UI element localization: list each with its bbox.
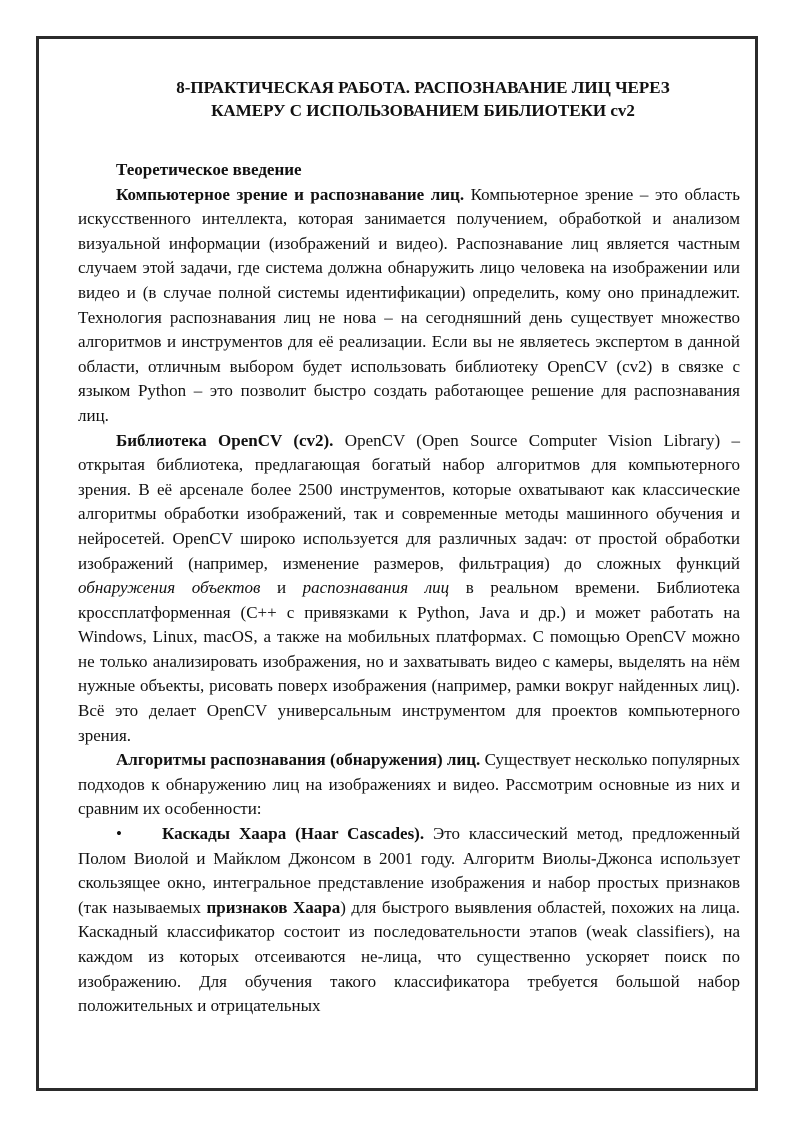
paragraph-1-text: Компьютерное зрение – это область искусственного интеллекта, которая занимается получением, обработкой и анализом визуальной информации (изображений и видео). Распознавание лиц является частным случаем этой задачи, где система должна обнаружить лицо человека на изображении или видео и (в случае полной системы идентификации) определить, кому оно принадлежит. Технология распознавания лиц не нова – на сегодняшний день существует множество алгоритмов и инструментов для её реализации. Если вы не являетесь экспертом в данной области, отличным выбором будет использовать библиотеку OpenCV (cv2) в связке с языком Python – это позволит быстро создать работающее решение для распознавания лиц.: [78, 184, 740, 425]
list-item-haar: [78, 822, 740, 1019]
paragraph-3-lead: Алгоритмы распознавания (обнаружения) лиц.: [116, 750, 481, 770]
paragraph-2-italic-1: обнаружения объектов: [78, 578, 261, 598]
list-item-1-text-b: ) для быстрого выявления областей, похожих на лица. Каскадный классификатор состоит из последовательности этапов (weak classifiers), на каждом из которых отсеиваются не-лица, что существенно ускоряет поиск по изображению. Для обучения такого классификатора требуется большой набор положительных и отрицательных: [78, 897, 741, 1016]
title-line-1: 8-ПРАКТИЧЕСКАЯ РАБОТА. РАСПОЗНАВАНИЕ ЛИЦ ЧЕРЕЗ: [176, 78, 670, 97]
paragraph-computer-vision: [78, 183, 740, 429]
paragraph-1-lead: Компьютерное зрение и распознавание лиц.: [116, 184, 465, 204]
document-title: [78, 76, 740, 122]
document-body: [78, 76, 740, 1019]
title-line-2: КАМЕРУ С ИСПОЛЬЗОВАНИЕМ БИБЛИОТЕКИ cv2: [211, 101, 635, 120]
list-item-1-text-a: Это классический метод, предложенный Полом Виолой и Майклом Джонсом в 2001 году. Алгоритм Виолы-Джонса использует скользящее окно, интегральное представление изображения и набор простых признаков (так называемых: [78, 824, 740, 917]
paragraph-2-italic-2: распознавания лиц: [302, 578, 450, 598]
paragraph-2-text-b: и: [260, 578, 303, 598]
paragraph-2-lead: Библиотека OpenCV (cv2).: [116, 430, 334, 450]
paragraph-3-text: Существует несколько популярных подходов к обнаружению лиц на изображениях и видео. Рассмотрим основные из них и сравним их особенности:: [78, 750, 740, 819]
list-item-1-bold-term: признаков Хаара: [206, 897, 341, 917]
section-heading: [78, 158, 740, 183]
paragraph-2-text-c: в реальном времени. Библиотека кроссплатформенная (C++ с привязками к Python, Java и др.) и может работать на Windows, Linux, macOS, а также на мобильных платформах. С помощью OpenCV можно не только анализировать изображения, но и захватывать видео с камеры, выделять на нём нужные объекты, рисовать поверх изображения (например, рамки вокруг найденных лиц). Всё это делает OpenCV универсальным инструментом для проектов компьютерного зрения.: [78, 578, 740, 745]
list-item-1-lead: Каскады Хаара (Haar Cascades).: [162, 824, 425, 844]
paragraph-opencv: [78, 429, 740, 749]
paragraph-algorithms: [78, 748, 740, 822]
paragraph-2-text-a: OpenCV (Open Source Computer Vision Library) – открытая библиотека, предлагающая богатый набор алгоритмов для компьютерного зрения. В её арсенале более 2500 инструментов, которые охватывают как классические алгоритмы обработки изображений, так и современные методы машинного обучения и нейросетей. OpenCV широко используется для различных задач: от простой обработки изображений (например, изменение размеров, фильтрация) до сложных функций: [78, 430, 740, 573]
section-heading-text: Теоретическое введение: [116, 160, 302, 179]
bullet-icon: •: [116, 824, 122, 844]
